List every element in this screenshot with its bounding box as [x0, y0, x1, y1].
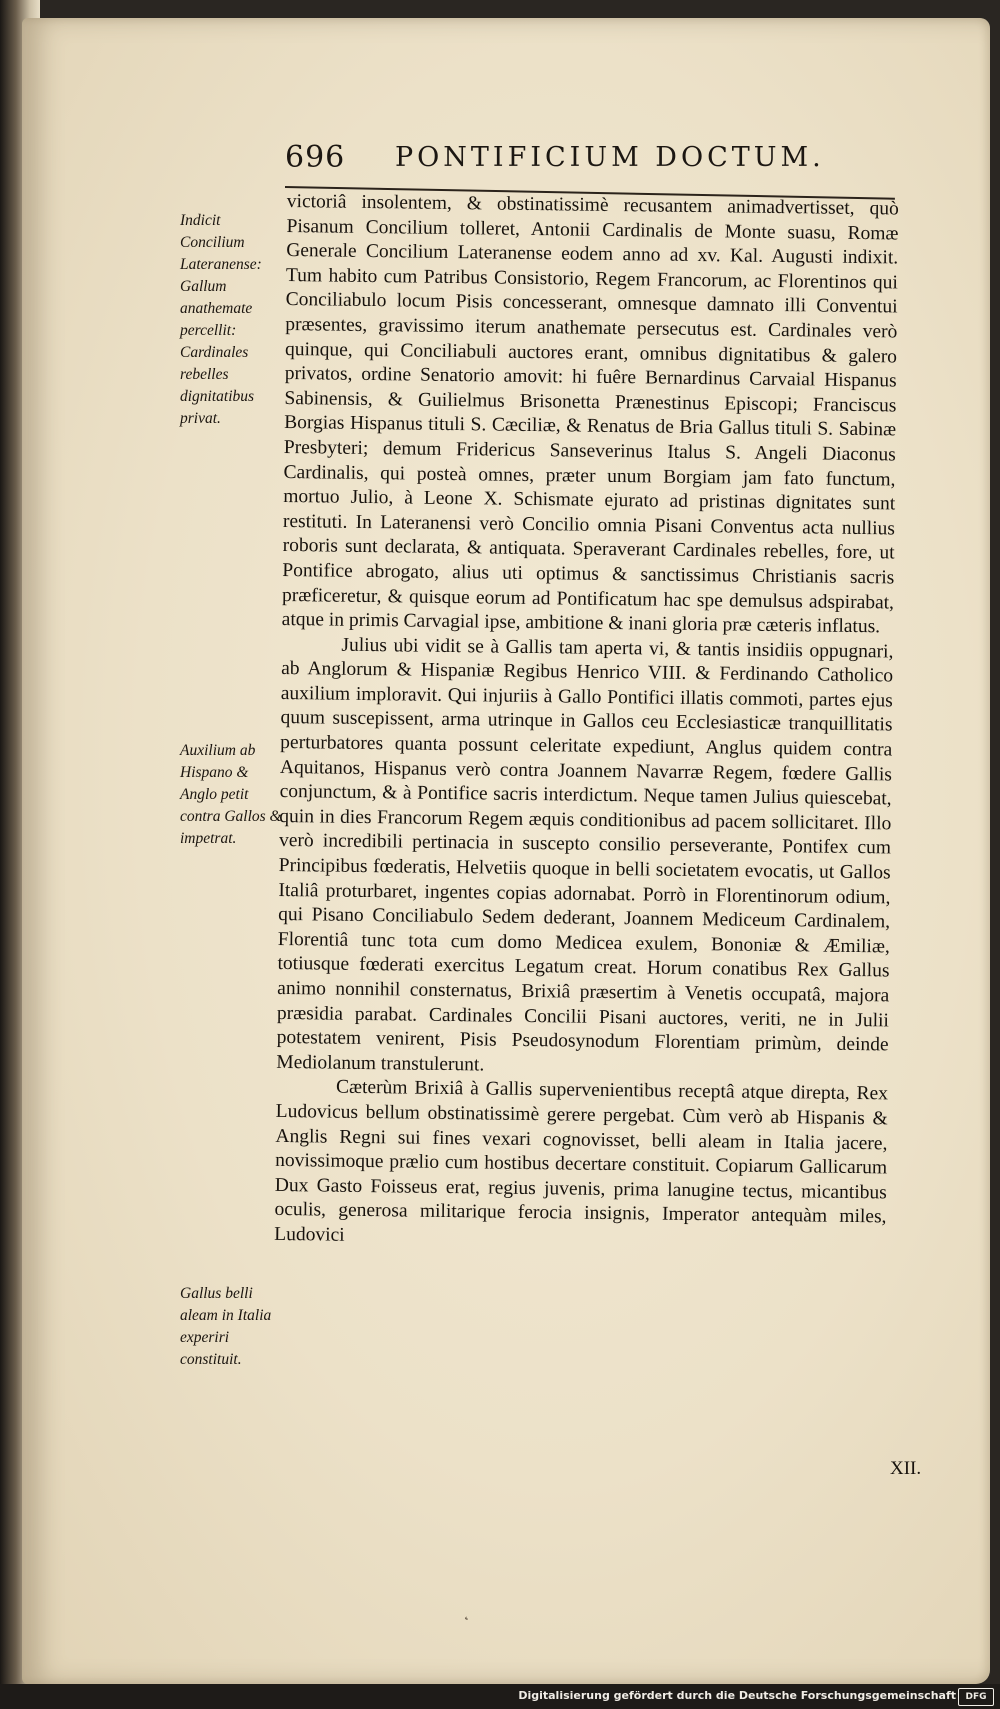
marginal-note-3: Gallus belli aleam in Italia experiri constituit.	[180, 1285, 272, 1368]
footer-bar	[0, 1684, 1000, 1709]
marginal-note-2: Auxilium ab Hispano & Anglo petit contra Gallos & impetrat.	[180, 742, 282, 847]
page-mark: ˛	[463, 1605, 470, 1621]
marginal-note-1: Indicit Concilium Lateranense: Gallum anathemate percellit: Cardinales rebelles dignitatibus privat.	[180, 212, 262, 427]
page-number: 696	[285, 140, 346, 175]
body-text	[274, 190, 899, 1248]
running-title: PONTIFICIUM DOCTUM.	[395, 142, 825, 173]
dfg-logo-icon: DFG	[958, 1688, 994, 1706]
paragraph-3: Cæterùm Brixiâ à Gallis supervenientibus receptâ atque direpta, Rex Ludovicus bellum obstinatissimè gerere pergebat. Cùm verò ab Hispanis & Anglis Regni sui fines vexari cognovisset, belli aleam in Italia jacere, novissimoque prælio cum hostibus decertare constituit. Copiarum Gallicarum Dux Gasto Foisseus erat, regius juvenis, prima lanugine tectus, micantibus oculis, generosa militarique ferocia insignis, Imperator antequàm miles, Ludovici	[274, 1077, 889, 1246]
paragraph-2: Julius ubi vidit se à Gallis tam aperta vi, & tantis insidiis oppugnari, ab Anglorum & Hispaniæ Regibus Henrico VIII. & Ferdinando Catholico auxilium imploravit. Qui injuriis à Gallo Pontifici illatis commoti, partes ejus quum suscepissent, arma utrinque in Gallos ceu Ecclesiasticæ tranquillitatis perturbatores quanta possunt celeritate expediunt, Anglus quidem contra Aquitanos, Hispanus verò contra Joannem Navarræ Regem, fœdere Gallis conjunctum, & à Pontifice sacris interdictum. Neque tamen Julius quiescebat, quin in dies Francorum Regem æquis conditionibus ad pacem sollicitaret. Illo verò incredibili pertinacia in suscepto consilio perseverante, Pontifex cum Principibus fœderatis, Helvetiis quoque in belli societatem evocatis, ut Gallos Italiâ proturbaret, ingentes copias adornabat. Porrò in Florentinorum odium, qui Pisano Conciliabulo Sedem dederant, Joannem Mediceum Cardinalem, Florentiâ tunc tota cum domo Medicea exulem, Bononiæ & Æmiliæ, totiusque fœderati exercitus Legatum creat. Horum conatibus Rex Gallus animo nonnihil consternatus, Brixiâ præsertim à Venetis occupatâ, majora præsidia parabat. Cardinales Concilii Pisani auctores, veriti, ne in Julii potestatem venirent, Pisis Pseudosynodum Florentiam primùm, deinde Mediolanum transtulerunt.	[276, 634, 894, 1076]
paragraph-1: victoriâ insolentem, & obstinatissimè recusantem animadvertisset, quò Pisanum Concilium tolleret, Antonii Cardinalis de Monte suasu, Romæ Generale Concilium Lateranense eodem anno ad xv. Kal. Augusti indixit. Tum habito cum Patribus Consistorio, Regem Francorum, ac Florentinos qui Conciliabulo locum Pisis concesserant, omnesque damnato illi Conventui præsentes, gravissimo iterum anathemate persecutus est. Cardinales verò quinque, qui Conciliabuli auctores erant, omnibus dignitatibus & galero privatos, ordine Senatorio amovit: hi fuêre Bernardinus Carvaial Hispanus Sabinensis, & Guilielmus Brisonetta Prænestinus Episcopi; Franciscus Borgias Hispanus tituli S. Cæciliæ, & Renatus de Bria Gallus tituli S. Sabinæ Presbyteri; demum Fridericus Sanseverinus Italus S. Angeli Diaconus Cardinalis, qui posteà omnes, præter unum Borgiam jam fato functum, mortuo Julio, à Leone X. Schismate ejurato ad pristinas dignitates sunt restituti. In Lateranensi verò Concilio omnia Pisani Conventus acta nullius roboris sunt declarata, & antiquata. Speraverant Cardinales rebelles, fore, ut Pontifice abrogato, alius uti optimus & sanctissimus Christianis sacris præficeretur, & quisque eorum ad Pontificatum hac spe demulsus adspirabat, atque in primis Carvagial ipse, ambitione & inani gloria præ cæteris inflatus.	[281, 190, 899, 638]
text-block	[274, 190, 899, 1255]
running-head	[285, 140, 885, 182]
digitization-credit: Digitalisierung gefördert durch die Deutsche Forschungsgemeinschaft	[518, 1689, 956, 1702]
catchword: XII.	[890, 1458, 922, 1479]
